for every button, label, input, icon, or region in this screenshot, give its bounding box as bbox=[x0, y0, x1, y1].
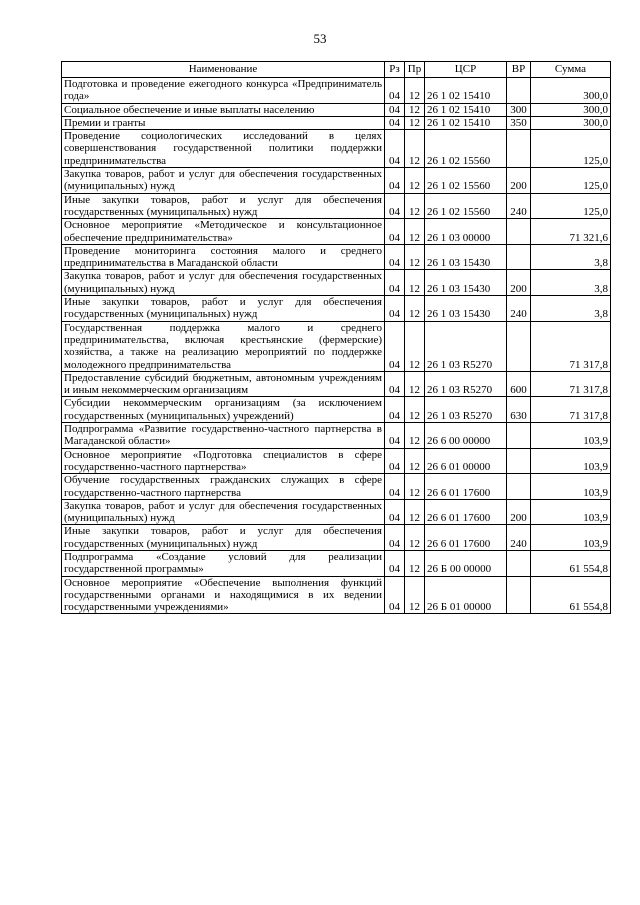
row-rz: 04 bbox=[385, 525, 405, 551]
row-csr: 26 6 01 00000 bbox=[425, 448, 507, 474]
row-csr: 26 1 02 15560 bbox=[425, 168, 507, 194]
row-csr: 26 1 02 15410 bbox=[425, 116, 507, 129]
table-row bbox=[62, 499, 611, 525]
row-csr: 26 6 00 00000 bbox=[425, 423, 507, 449]
row-sum: 103,9 bbox=[531, 525, 611, 551]
row-vr: 350 bbox=[507, 116, 531, 129]
row-pr: 12 bbox=[405, 550, 425, 576]
row-vr: 200 bbox=[507, 168, 531, 194]
row-sum: 71 317,8 bbox=[531, 397, 611, 423]
row-sum: 71 317,8 bbox=[531, 321, 611, 371]
row-vr: 240 bbox=[507, 193, 531, 219]
row-vr bbox=[507, 78, 531, 104]
table-row bbox=[62, 397, 611, 423]
table-row bbox=[62, 130, 611, 168]
row-csr: 26 1 03 00000 bbox=[425, 219, 507, 245]
row-vr bbox=[507, 244, 531, 270]
row-rz: 04 bbox=[385, 270, 405, 296]
row-name: Основное мероприятие «Подготовка специалистов в сфере государственно-частного партнерства» bbox=[62, 448, 385, 474]
row-csr: 26 6 01 17600 bbox=[425, 499, 507, 525]
budget-table bbox=[61, 61, 611, 614]
table-row bbox=[62, 576, 611, 614]
row-name: Субсидии некоммерческим организациям (за исключением государственных (муниципальных) учреждений) bbox=[62, 397, 385, 423]
row-sum: 103,9 bbox=[531, 474, 611, 500]
table-row bbox=[62, 193, 611, 219]
row-sum: 125,0 bbox=[531, 193, 611, 219]
page-number: 53 bbox=[313, 31, 327, 46]
row-pr: 12 bbox=[405, 130, 425, 168]
row-vr bbox=[507, 576, 531, 614]
table-row bbox=[62, 321, 611, 371]
row-name: Основное мероприятие «Обеспечение выполнения функций государственными органами и находящимися в их ведении государственными учреждениями» bbox=[62, 576, 385, 614]
row-name: Закупка товаров, работ и услуг для обеспечения государственных (муниципальных) нужд bbox=[62, 499, 385, 525]
row-name: Предоставление субсидий бюджетным, автономным учреждениям и иным некоммерческим организациям bbox=[62, 371, 385, 397]
row-sum: 125,0 bbox=[531, 130, 611, 168]
row-csr: 26 1 02 15410 bbox=[425, 78, 507, 104]
row-csr: 26 1 02 15410 bbox=[425, 103, 507, 116]
row-rz: 04 bbox=[385, 576, 405, 614]
row-rz: 04 bbox=[385, 321, 405, 371]
row-rz: 04 bbox=[385, 116, 405, 129]
row-rz: 04 bbox=[385, 550, 405, 576]
row-name: Иные закупки товаров, работ и услуг для обеспечения государственных (муниципальных) нужд bbox=[62, 193, 385, 219]
row-pr: 12 bbox=[405, 576, 425, 614]
row-name: Иные закупки товаров, работ и услуг для обеспечения государственных (муниципальных) нужд bbox=[62, 525, 385, 551]
row-csr: 26 1 03 15430 bbox=[425, 244, 507, 270]
row-vr: 200 bbox=[507, 270, 531, 296]
row-vr bbox=[507, 321, 531, 371]
row-name: Закупка товаров, работ и услуг для обеспечения государственных (муниципальных) нужд bbox=[62, 270, 385, 296]
row-vr bbox=[507, 423, 531, 449]
row-csr: 26 6 01 17600 bbox=[425, 525, 507, 551]
row-csr: 26 1 03 R5270 bbox=[425, 321, 507, 371]
row-vr bbox=[507, 474, 531, 500]
row-csr: 26 6 01 17600 bbox=[425, 474, 507, 500]
table-row bbox=[62, 474, 611, 500]
row-sum: 103,9 bbox=[531, 499, 611, 525]
row-rz: 04 bbox=[385, 371, 405, 397]
row-sum: 3,8 bbox=[531, 296, 611, 322]
row-pr: 12 bbox=[405, 296, 425, 322]
row-name: Подготовка и проведение ежегодного конкурса «Предприниматель года» bbox=[62, 78, 385, 104]
row-pr: 12 bbox=[405, 103, 425, 116]
table-row bbox=[62, 296, 611, 322]
header-pr: Пр bbox=[405, 62, 425, 78]
row-name: Основное мероприятие «Методическое и консультационное обеспечение предпринимательства» bbox=[62, 219, 385, 245]
row-pr: 12 bbox=[405, 474, 425, 500]
table-row bbox=[62, 371, 611, 397]
row-vr bbox=[507, 550, 531, 576]
row-sum: 61 554,8 bbox=[531, 576, 611, 614]
row-pr: 12 bbox=[405, 371, 425, 397]
row-csr: 26 1 03 R5270 bbox=[425, 397, 507, 423]
row-csr: 26 1 03 15430 bbox=[425, 270, 507, 296]
row-pr: 12 bbox=[405, 244, 425, 270]
row-vr: 240 bbox=[507, 525, 531, 551]
row-name: Закупка товаров, работ и услуг для обеспечения государственных (муниципальных) нужд bbox=[62, 168, 385, 194]
row-vr: 630 bbox=[507, 397, 531, 423]
row-vr: 300 bbox=[507, 103, 531, 116]
row-pr: 12 bbox=[405, 423, 425, 449]
row-pr: 12 bbox=[405, 116, 425, 129]
row-name: Премии и гранты bbox=[62, 116, 385, 129]
row-csr: 26 1 02 15560 bbox=[425, 130, 507, 168]
row-pr: 12 bbox=[405, 499, 425, 525]
row-vr bbox=[507, 448, 531, 474]
header-vr: ВР bbox=[507, 62, 531, 78]
row-pr: 12 bbox=[405, 219, 425, 245]
row-rz: 04 bbox=[385, 397, 405, 423]
row-name: Подпрограмма «Развитие государственно-частного партнерства в Магаданской области» bbox=[62, 423, 385, 449]
row-name: Иные закупки товаров, работ и услуг для обеспечения государственных (муниципальных) нужд bbox=[62, 296, 385, 322]
row-sum: 300,0 bbox=[531, 116, 611, 129]
row-pr: 12 bbox=[405, 193, 425, 219]
row-sum: 300,0 bbox=[531, 103, 611, 116]
row-csr: 26 1 02 15560 bbox=[425, 193, 507, 219]
row-rz: 04 bbox=[385, 78, 405, 104]
row-csr: 26 1 03 R5270 bbox=[425, 371, 507, 397]
table-row bbox=[62, 270, 611, 296]
row-sum: 103,9 bbox=[531, 423, 611, 449]
row-sum: 300,0 bbox=[531, 78, 611, 104]
row-name: Социальное обеспечение и иные выплаты населению bbox=[62, 103, 385, 116]
row-vr: 240 bbox=[507, 296, 531, 322]
row-csr: 26 1 03 15430 bbox=[425, 296, 507, 322]
row-rz: 04 bbox=[385, 244, 405, 270]
row-csr: 26 Б 01 00000 bbox=[425, 576, 507, 614]
table-row bbox=[62, 116, 611, 129]
row-name: Обучение государственных гражданских служащих в сфере государственно-частного партнерства bbox=[62, 474, 385, 500]
row-rz: 04 bbox=[385, 219, 405, 245]
row-pr: 12 bbox=[405, 397, 425, 423]
row-sum: 3,8 bbox=[531, 244, 611, 270]
row-rz: 04 bbox=[385, 474, 405, 500]
row-rz: 04 bbox=[385, 103, 405, 116]
table-row bbox=[62, 448, 611, 474]
row-vr: 200 bbox=[507, 499, 531, 525]
row-pr: 12 bbox=[405, 448, 425, 474]
table-row bbox=[62, 550, 611, 576]
row-pr: 12 bbox=[405, 321, 425, 371]
row-sum: 103,9 bbox=[531, 448, 611, 474]
row-name: Проведение социологических исследований в целях совершенствования государственной политики поддержки предпринимательства bbox=[62, 130, 385, 168]
table-row bbox=[62, 168, 611, 194]
header-csr: ЦСР bbox=[425, 62, 507, 78]
table-row bbox=[62, 103, 611, 116]
row-sum: 61 554,8 bbox=[531, 550, 611, 576]
header-sum: Сумма bbox=[531, 62, 611, 78]
row-name: Государственная поддержка малого и среднего предпринимательства, включая крестьянские (фермерские) хозяйства, а также на реализацию мероприятий по поддержке молодежного предпринимательства bbox=[62, 321, 385, 371]
table-row bbox=[62, 423, 611, 449]
row-rz: 04 bbox=[385, 168, 405, 194]
row-pr: 12 bbox=[405, 525, 425, 551]
table-row bbox=[62, 78, 611, 104]
table-body bbox=[62, 78, 611, 614]
row-sum: 3,8 bbox=[531, 270, 611, 296]
row-pr: 12 bbox=[405, 78, 425, 104]
table-row bbox=[62, 219, 611, 245]
row-rz: 04 bbox=[385, 448, 405, 474]
row-sum: 71 317,8 bbox=[531, 371, 611, 397]
row-sum: 125,0 bbox=[531, 168, 611, 194]
row-name: Подпрограмма «Создание условий для реализации государственной программы» bbox=[62, 550, 385, 576]
row-vr bbox=[507, 130, 531, 168]
row-rz: 04 bbox=[385, 193, 405, 219]
table-header-row bbox=[62, 62, 611, 78]
table-row bbox=[62, 525, 611, 551]
row-csr: 26 Б 00 00000 bbox=[425, 550, 507, 576]
row-pr: 12 bbox=[405, 270, 425, 296]
row-rz: 04 bbox=[385, 499, 405, 525]
row-pr: 12 bbox=[405, 168, 425, 194]
header-name: Наименование bbox=[62, 62, 385, 78]
table-row bbox=[62, 244, 611, 270]
row-rz: 04 bbox=[385, 423, 405, 449]
row-sum: 71 321,6 bbox=[531, 219, 611, 245]
row-vr: 600 bbox=[507, 371, 531, 397]
row-name: Проведение мониторинга состояния малого и среднего предпринимательства в Магаданской области bbox=[62, 244, 385, 270]
row-rz: 04 bbox=[385, 130, 405, 168]
row-vr bbox=[507, 219, 531, 245]
header-rz: Рз bbox=[385, 62, 405, 78]
row-rz: 04 bbox=[385, 296, 405, 322]
